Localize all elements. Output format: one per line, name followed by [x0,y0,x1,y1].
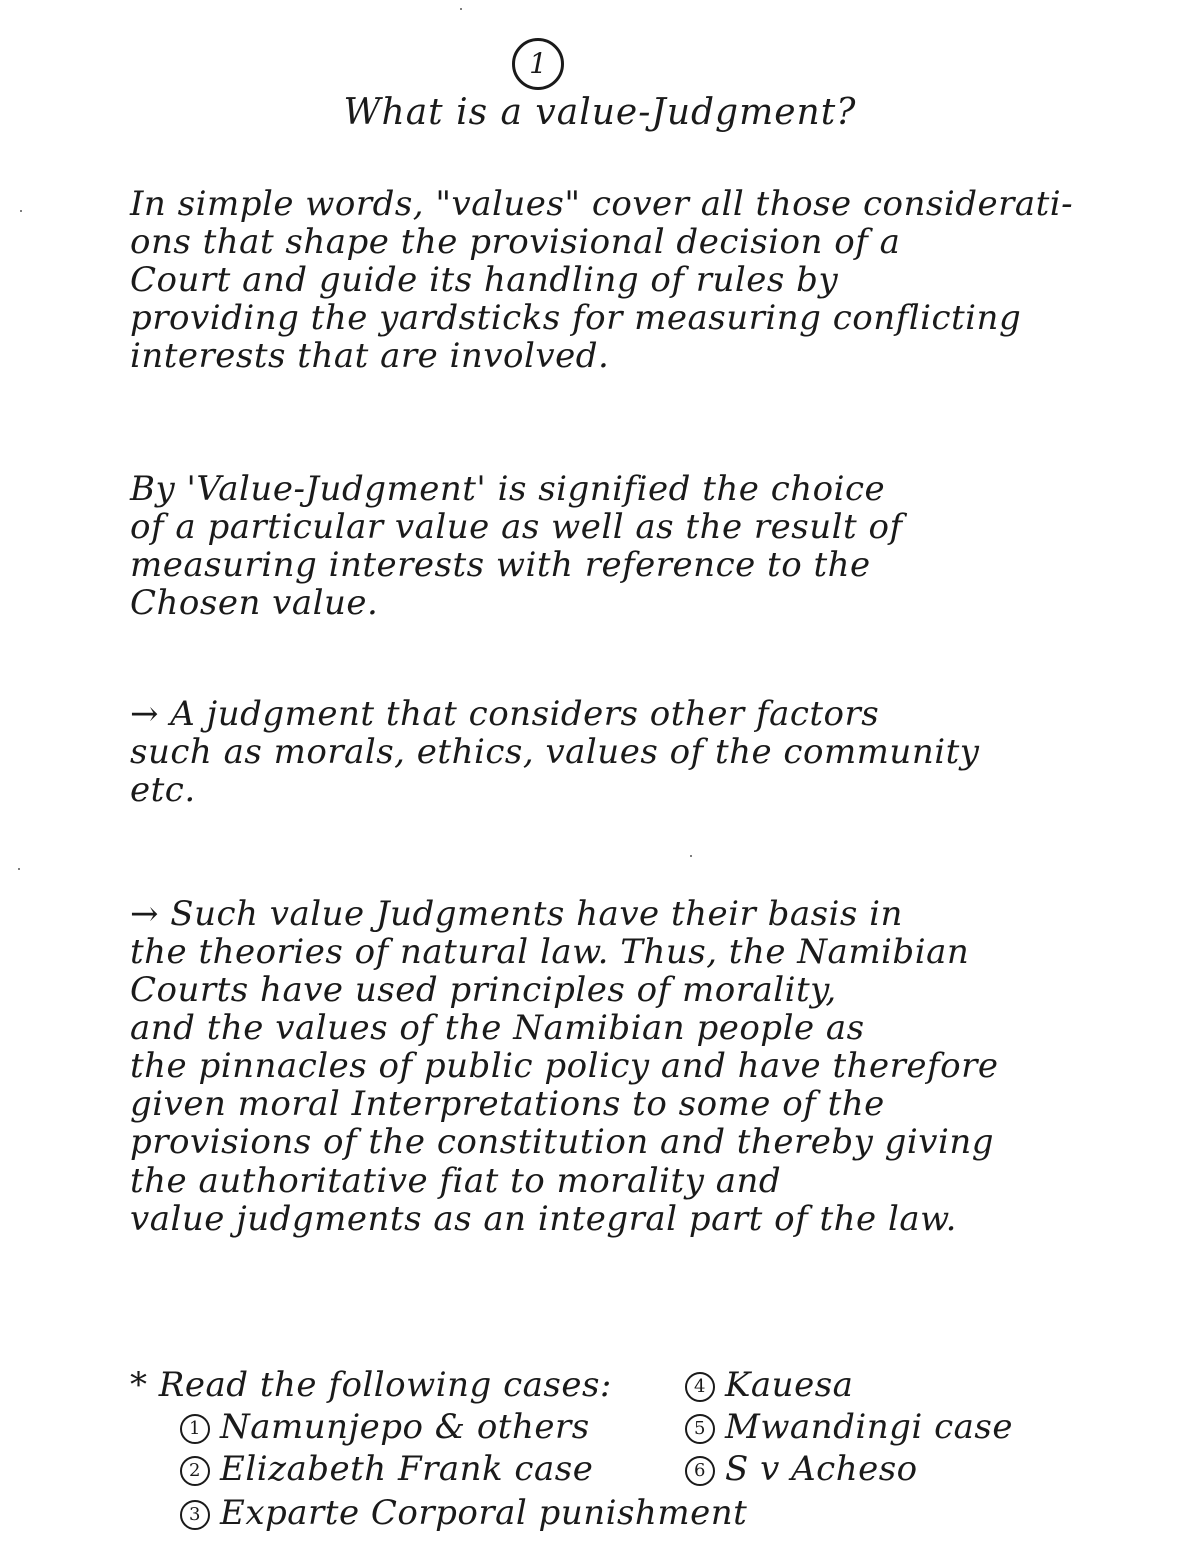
text-line: given moral Interpretations to some of the [130,1084,885,1125]
text-line: and the values of the Namibian people as [130,1008,865,1049]
text-line: measuring interests with reference to the [130,545,871,586]
case-number: 4 [685,1372,715,1402]
text-line: Courts have used principles of morality, [130,970,837,1011]
text-line: of a particular value as well as the result of [130,507,903,548]
text-line: By 'Value-Judgment' is signified the choice [130,469,886,509]
scan-speck [20,210,22,212]
scan-speck [460,8,462,10]
text-line: the pinnacles of public policy and have therefore [130,1046,999,1087]
scan-speck [18,868,20,870]
text-line: In simple words, "values" cover all those considerati- [130,184,1074,224]
case-name: Exparte Corporal punishment [220,1493,748,1533]
case-name: Kauesa [725,1365,854,1405]
text-line: Court and guide its handling of rules by [130,260,839,301]
paragraph-definition-values [130,185,1140,375]
text-line: such as morals, ethics, values of the community [130,732,980,773]
text-line: ons that shape the provisional decision of a [130,222,901,263]
case-name: Namunjepo & others [220,1407,590,1447]
reading-list-intro: * Read the following cases: [130,1365,612,1405]
text-line: provisions of the constitution and thereby giving [130,1122,994,1163]
text-line: value judgments as an integral part of the law. [130,1198,957,1239]
case-number: 1 [180,1414,210,1444]
page-title: What is a value-Judgment? [343,92,857,133]
case-item [180,1407,590,1447]
case-name: Mwandingi case [725,1407,1013,1447]
case-number: 2 [180,1456,210,1486]
text-line: the theories of natural law. Thus, the Namibian [130,932,970,973]
case-number: 6 [685,1456,715,1486]
paragraph-natural-law [130,895,1140,1238]
scan-speck [690,855,692,857]
text-line: the authoritative fiat to morality and [130,1160,782,1201]
case-name: Elizabeth Frank case [220,1449,594,1489]
text-line: providing the yardsticks for measuring conflicting [130,298,1022,339]
text-line: etc. [130,770,196,811]
case-item [685,1365,853,1405]
case-number: 5 [685,1414,715,1444]
case-item [180,1449,593,1489]
case-item [685,1407,1013,1447]
paragraph-other-factors [130,695,1140,809]
page-number: 1 [512,38,564,90]
case-item [180,1493,747,1533]
case-item [685,1449,918,1489]
text-line: interests that are involved. [130,336,610,377]
text-line: Chosen value. [130,583,379,624]
case-name: S v Acheso [725,1449,918,1489]
text-line: → A judgment that considers other factors [130,694,880,734]
case-number: 3 [180,1500,210,1530]
text-line: → Such value Judgments have their basis in [130,894,903,934]
paragraph-definition-value-judgment [130,470,1140,622]
